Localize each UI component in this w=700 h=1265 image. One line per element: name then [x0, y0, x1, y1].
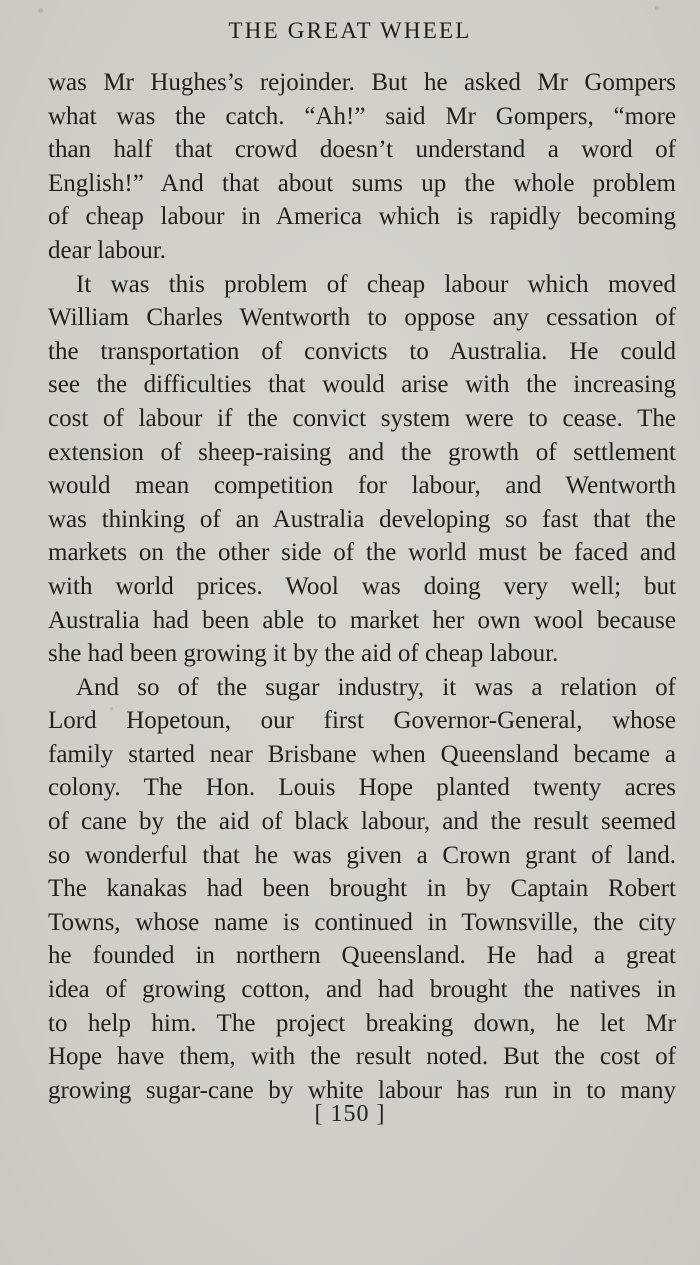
text-line: Hope have them, with the result noted. But the cost of	[48, 1043, 676, 1071]
text-line: what was the catch. “Ah!” said Mr Gompers, “more	[48, 102, 676, 130]
text-line: was Mr Hughes’s rejoinder. But he asked Mr Gompers	[48, 69, 676, 96]
text-line: It was this problem of cheap labour which moved	[76, 270, 676, 298]
paragraph-3	[48, 671, 676, 1108]
text-line: dear labour.	[48, 236, 167, 264]
text-line: growing sugar-cane by white labour has run in to many	[48, 1076, 676, 1104]
text-line: Lord Hopetoun, our first Governor-General, whose	[48, 707, 676, 735]
text-line: than half that crowd doesn’t understand a word of	[48, 136, 676, 164]
text-line: was thinking of an Australia developing so fast that the	[48, 505, 676, 533]
text-line: she had been growing it by the aid of cheap labour.	[48, 640, 559, 668]
text-line: And so of the sugar industry, it was a relation of	[76, 673, 676, 701]
text-line: see the difficulties that would arise with the increasing	[48, 371, 676, 399]
paragraph-2	[48, 268, 676, 671]
text-line: of cheap labour in America which is rapidly becoming	[48, 203, 676, 231]
text-line: would mean competition for labour, and Wentworth	[48, 472, 676, 500]
text-line: to help him. The project breaking down, he let Mr	[48, 1009, 676, 1037]
text-line: Australia had been able to market her own wool because	[48, 606, 676, 634]
text-line: William Charles Wentworth to oppose any cessation of	[48, 304, 676, 332]
paper-speck	[655, 6, 659, 10]
text-line: of cane by the aid of black labour, and the result seemed	[48, 808, 676, 836]
text-line: English!” And that about sums up the whole problem	[48, 169, 676, 197]
text-line: he founded in northern Queensland. He had a great	[48, 942, 676, 970]
page-number: [ 150 ]	[314, 1101, 386, 1127]
text-line: cost of labour if the convict system were to cease. The	[48, 404, 676, 432]
text-line: Towns, whose name is continued in Townsville, the city	[48, 908, 676, 936]
text-line: so wonderful that he was given a Crown grant of land.	[48, 841, 676, 869]
text-line: markets on the other side of the world must be faced and	[48, 539, 676, 567]
text-line: the transportation of convicts to Australia. He could	[48, 337, 676, 365]
paragraph-1	[48, 66, 676, 268]
text-line: with world prices. Wool was doing very well; but	[48, 572, 676, 600]
paper-speck	[38, 8, 43, 13]
text-line: family started near Brisbane when Queensland became a	[48, 740, 676, 768]
text-line: The kanakas had been brought in by Captain Robert	[48, 875, 676, 903]
body-text	[48, 66, 676, 1107]
running-head: THE GREAT WHEEL	[228, 18, 472, 43]
text-line: idea of growing cotton, and had brought the natives in	[48, 976, 676, 1004]
text-line: colony. The Hon. Louis Hope planted twenty acres	[48, 774, 676, 802]
text-line: extension of sheep-raising and the growth of settlement	[48, 438, 676, 466]
